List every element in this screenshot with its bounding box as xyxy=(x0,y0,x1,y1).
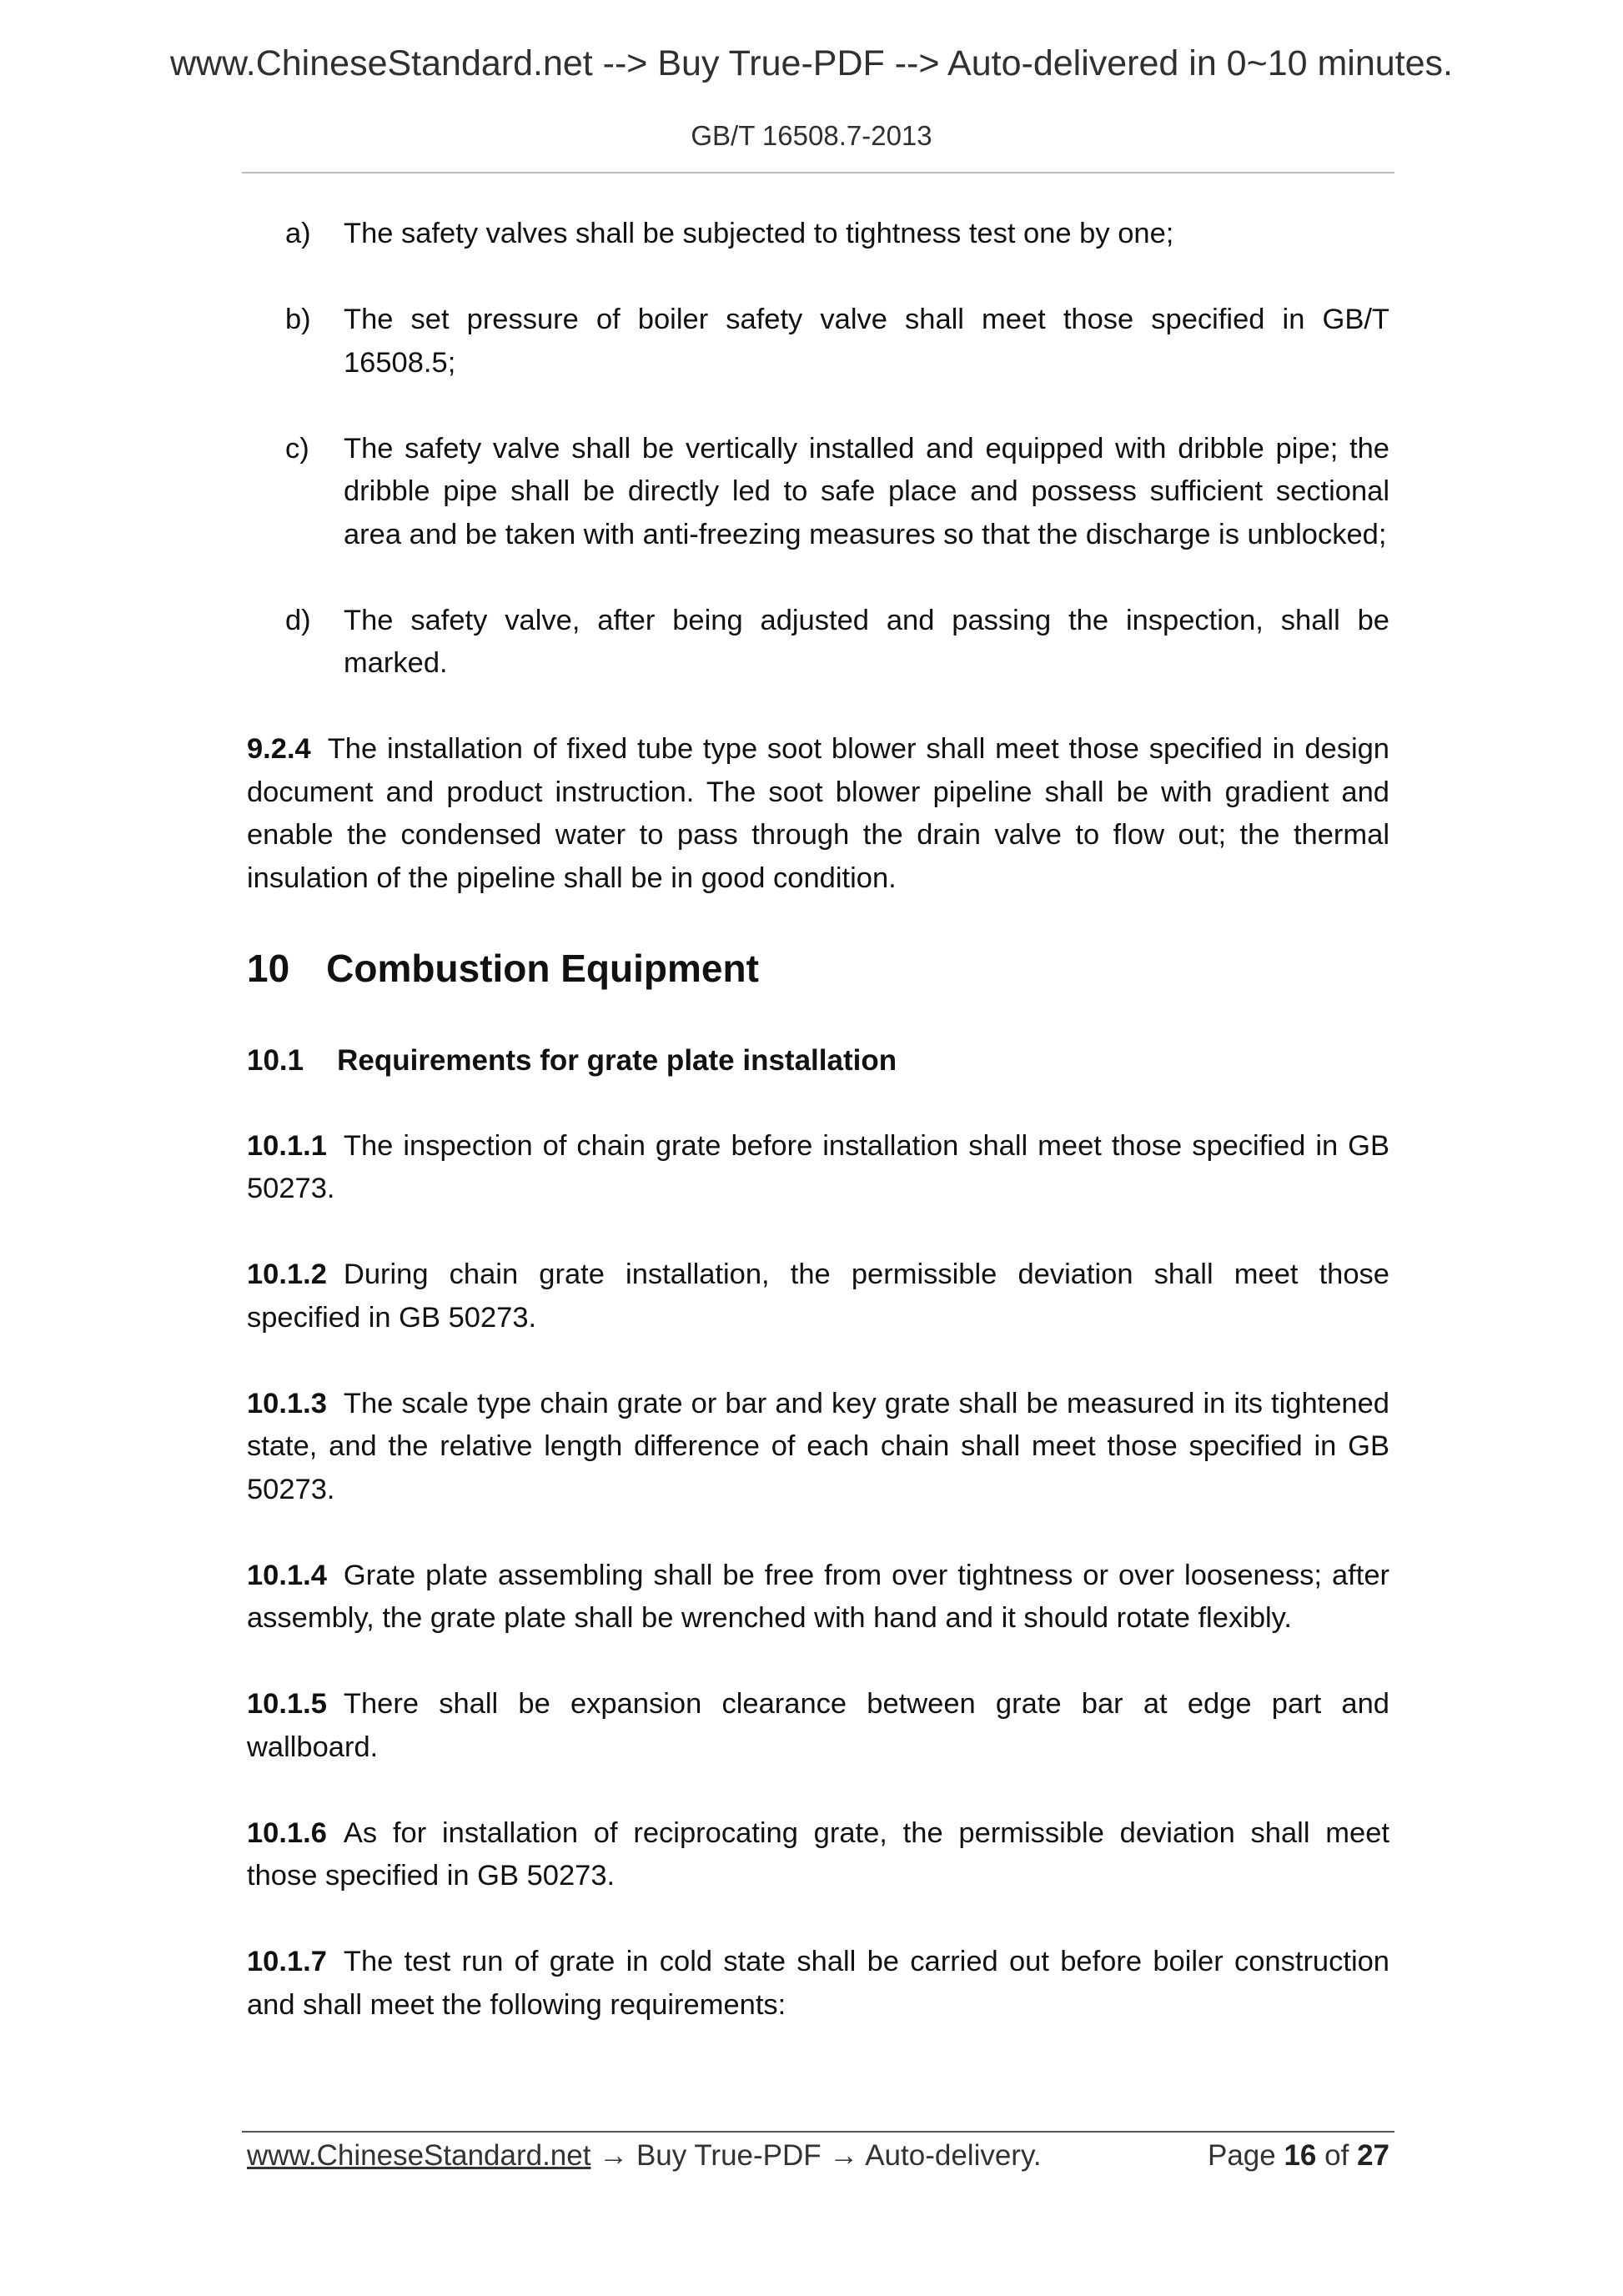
clause-10-1-7 xyxy=(247,1941,1389,2027)
header-divider xyxy=(242,172,1394,173)
footer-divider xyxy=(242,2131,1394,2133)
site-banner: www.ChineseStandard.net --> Buy True-PDF --> Auto-delivered in 0~10 minutes. xyxy=(169,43,1453,83)
clause-text: The installation of fixed tube type soot blower shall meet those specified in design document and product instruction. The soot blower pipeline shall be with gradient and enable the condensed water to pass through the drain valve to flow out; the thermal insulation of the pipeline shall be in good condition. xyxy=(247,733,1389,894)
clause-number: 10.1.5 xyxy=(247,1688,327,1720)
section-number: 10 xyxy=(247,946,290,990)
list-item-label: c) xyxy=(285,432,309,465)
standard-code: GB/T 16508.7-2013 xyxy=(691,120,932,151)
arrow-right-icon: → xyxy=(829,2139,859,2172)
page-word: Page xyxy=(1207,2139,1276,2172)
clause-text: The scale type chain grate or bar and key grate shall be measured in its tightened state, and the relative length difference of each chain shall meet those specified in GB 50273. xyxy=(247,1387,1389,1505)
page-total: 27 xyxy=(1357,2139,1389,2172)
list-item-d xyxy=(247,600,1389,686)
list-item-text: The safety valve, after being adjusted and passing the inspection, shall be marked. xyxy=(344,604,1389,679)
clause-text: The test run of grate in cold state shall be carried out before boiler construction and shall meet the following requirements: xyxy=(247,1946,1389,2021)
list-item-text: The set pressure of boiler safety valve shall meet those specified in GB/T 16508.5; xyxy=(344,304,1389,379)
footer-buy-text: Buy True-PDF xyxy=(636,2139,822,2172)
clause-text: Grate plate assembling shall be free from over tightness or over looseness; after assembly, the grate plate shall be wrenched with hand and it should rotate flexibly. xyxy=(247,1559,1389,1634)
clause-10-1-2 xyxy=(247,1254,1389,1339)
clause-text: During chain grate installation, the permissible deviation shall meet those specified in GB 50273. xyxy=(247,1259,1389,1334)
list-item-text: The safety valves shall be subjected to tightness test one by one; xyxy=(344,218,1174,249)
clause-9-2-4 xyxy=(247,728,1389,900)
section-title: Combustion Equipment xyxy=(326,946,759,990)
clause-10-1-6 xyxy=(247,1812,1389,1898)
clause-number: 10.1.1 xyxy=(247,1129,327,1162)
clause-text: The inspection of chain grate before installation shall meet those specified in GB 50273. xyxy=(247,1129,1389,1204)
clause-text: There shall be expansion clearance between grate bar at edge part and wallboard. xyxy=(247,1688,1389,1763)
list-item-c xyxy=(247,428,1389,557)
subsection-number: 10.1 xyxy=(247,1043,304,1077)
clause-10-1-1 xyxy=(247,1125,1389,1211)
list-item-label: b) xyxy=(285,304,311,335)
footer-site-link[interactable]: www.ChineseStandard.net xyxy=(247,2139,591,2172)
clause-number: 10.1.7 xyxy=(247,1946,327,1977)
page-footer xyxy=(247,2139,1389,2173)
clause-text: As for installation of reciprocating grate, the permissible deviation shall meet those specified in GB 50273. xyxy=(247,1816,1389,1892)
clause-number: 10.1.6 xyxy=(247,1816,327,1849)
subsection-heading xyxy=(247,1039,1389,1083)
clause-number: 10.1.3 xyxy=(247,1387,327,1419)
document-body xyxy=(247,213,1389,2070)
clause-10-1-4 xyxy=(247,1555,1389,1640)
list-item-label: a) xyxy=(285,218,311,249)
arrow-right-icon: → xyxy=(599,2139,629,2172)
subsection-title: Requirements for grate plate installation xyxy=(337,1043,897,1077)
of-word: of xyxy=(1324,2139,1349,2172)
list-item-a xyxy=(247,213,1389,256)
list-item-label: d) xyxy=(285,604,311,636)
clause-number: 10.1.4 xyxy=(247,1559,327,1591)
footer-delivery-text: Auto-delivery. xyxy=(865,2139,1042,2172)
clause-number: 10.1.2 xyxy=(247,1259,327,1290)
clause-10-1-3 xyxy=(247,1383,1389,1512)
clause-number: 9.2.4 xyxy=(247,733,311,765)
list-item-text: The safety valve shall be vertically installed and equipped with dribble pipe; the dribble pipe shall be directly led to safe place and possess sufficient sectional area and be taken with anti-freezing measures so that the discharge is unblocked; xyxy=(344,432,1389,550)
list-item-b xyxy=(247,299,1389,384)
page-current: 16 xyxy=(1284,2139,1317,2172)
page-indicator xyxy=(1208,2139,1389,2173)
section-heading xyxy=(247,943,1389,993)
clause-10-1-5 xyxy=(247,1683,1389,1769)
